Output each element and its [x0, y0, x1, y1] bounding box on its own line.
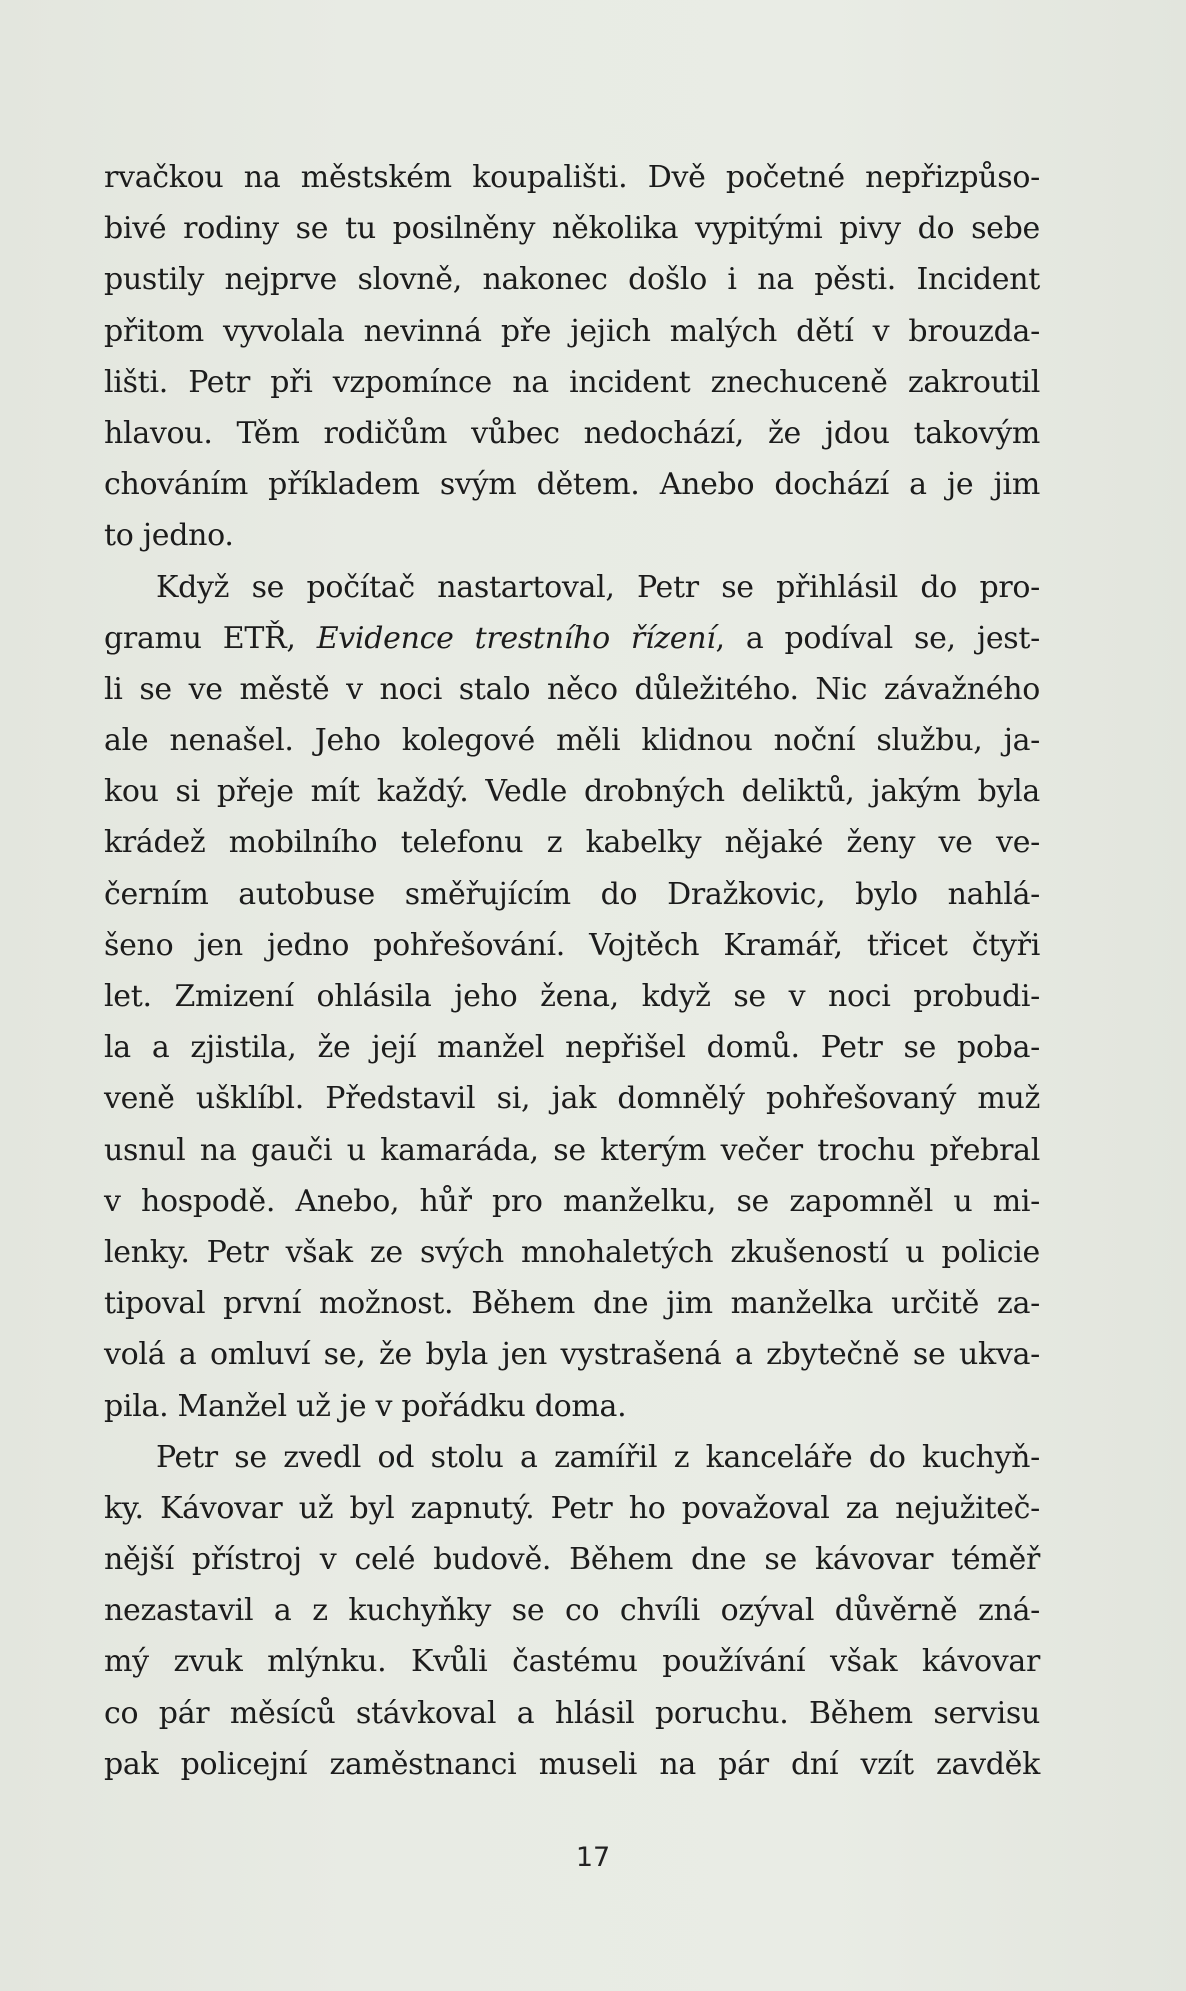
text-line: volá a omluví se, že byla jen vystrašená a zbytečně se ukva-	[104, 1337, 1040, 1373]
page-number: 17	[575, 1842, 611, 1873]
text-line: přitom vyvolala nevinná pře jejich malých dětí v brouzda-	[104, 313, 1040, 349]
text-line: pustily nejprve slovně, nakonec došlo i na pěsti. Incident	[104, 262, 1040, 298]
text-line: pila. Manžel už je v pořádku doma.	[104, 1388, 627, 1424]
text-line: usnul na gauči u kamaráda, se kterým večer trochu přebral	[104, 1132, 1040, 1168]
text-line: la a zjistila, že její manžel nepřišel domů. Petr se poba-	[104, 1030, 1040, 1066]
text-line: kou si přeje mít každý. Vedle drobných deliktů, jakým byla	[104, 774, 1040, 810]
text-segment: gramu ETŘ,	[104, 620, 317, 656]
text-line: pak policejní zaměstnanci museli na pár dní vzít zavděk	[104, 1746, 1040, 1782]
text-line: Petr se zvedl od stolu a zamířil z kanceláře do kuchyň-	[156, 1439, 1040, 1475]
text-line: černím autobuse směřujícím do Dražkovic, bylo nahlá-	[104, 876, 1040, 912]
text-line: li se ve městě v noci stalo něco důležitého. Nic závažného	[104, 671, 1040, 707]
text-line: let. Zmizení ohlásila jeho žena, když se v noci probudi-	[104, 979, 1040, 1014]
text-segment: , a podíval se, jest-	[715, 620, 1040, 656]
text-line: rvačkou na městském koupališti. Dvě početné nepřizpůso-	[104, 160, 1040, 195]
text-line: Když se počítač nastartoval, Petr se přihlásil do pro-	[156, 569, 1040, 605]
text-line: lišti. Petr při vzpomínce na incident znechuceně zakroutil	[104, 364, 1040, 400]
text-line: nezastavil a z kuchyňky se co chvíli ozýval důvěrně zná-	[104, 1593, 1040, 1629]
text-line: šeno jen jedno pohřešování. Vojtěch Kramář, třicet čtyři	[104, 927, 1040, 963]
text-line: bivé rodiny se tu posilněny několika vypitými pivy do sebe	[104, 211, 1040, 247]
text-line: nější přístroj v celé budově. Během dne se kávovar téměř	[104, 1542, 1040, 1578]
text-line: to jedno.	[104, 518, 234, 554]
text-line: v hospodě. Anebo, hůř pro manželku, se zapomněl u mi-	[104, 1183, 1040, 1219]
text-line: chováním příkladem svým dětem. Anebo dochází a je jim	[104, 467, 1040, 503]
text-line: veně ušklíbl. Představil si, jak domnělý pohřešovaný muž	[104, 1081, 1040, 1117]
text-line: krádež mobilního telefonu z kabelky nějaké ženy ve ve-	[104, 825, 1040, 861]
text-line-with-italic	[104, 613, 1040, 664]
text-line: mý zvuk mlýnku. Kvůli častému používání však kávovar	[104, 1644, 1040, 1680]
text-line: ale nenašel. Jeho kolegové měli klidnou noční službu, ja-	[104, 723, 1040, 759]
body-text	[104, 152, 1040, 1790]
text-line: hlavou. Těm rodičům vůbec nedochází, že jdou takovým	[104, 415, 1040, 451]
italic-term: Evidence trestního řízení	[316, 620, 716, 656]
text-line: lenky. Petr však ze svých mnohaletých zkušeností u policie	[104, 1234, 1040, 1270]
text-line: ky. Kávovar už byl zapnutý. Petr ho považoval za nejužiteč-	[104, 1490, 1040, 1526]
text-line: tipoval první možnost. Během dne jim manželka určitě za-	[104, 1286, 1040, 1322]
text-line: co pár měsíců stávkoval a hlásil poruchu. Během servisu	[104, 1695, 1040, 1731]
